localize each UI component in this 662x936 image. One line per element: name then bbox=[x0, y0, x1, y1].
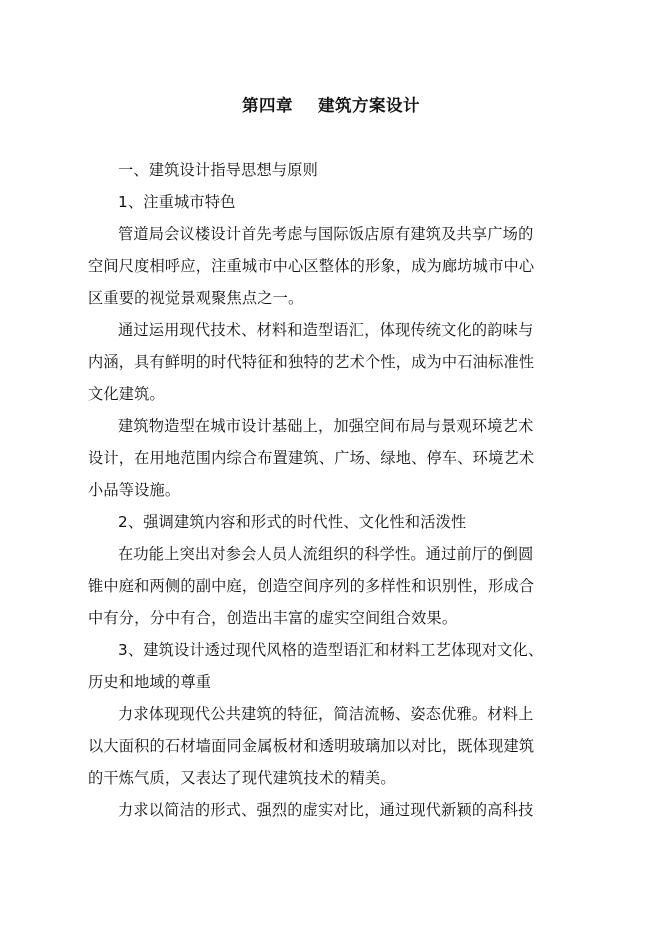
text-line: 管道局会议楼设计首先考虑与国际饭店原有建筑及共享广场的 bbox=[118, 225, 534, 243]
text-line: 小品等设施。 bbox=[88, 481, 181, 499]
text-line: 设计，在用地范围内综合布置建筑、广场、绿地、停车、环境艺术 bbox=[88, 449, 535, 467]
text-line: 通过运用现代技术、材料和造型语汇，体现传统文化的韵味与 bbox=[118, 321, 534, 339]
text-line: 力求体现现代公共建筑的特征，简洁流畅、姿态优雅。材料上 bbox=[118, 705, 534, 723]
text-line: 内涵，具有鲜明的时代特征和独特的艺术个性，成为中石油标准性 bbox=[88, 353, 535, 371]
text-line: 以大面积的石材墙面同金属板材和透明玻璃加以对比，既体现建筑 bbox=[88, 737, 535, 755]
text-line: 的干炼气质，又表达了现代建筑技术的精美。 bbox=[88, 769, 396, 787]
chapter-title: 第四章 建筑方案设计 bbox=[242, 96, 420, 115]
text-line: 3、建筑设计透过现代风格的造型语汇和材料工艺体现对文化、 bbox=[118, 641, 544, 659]
text-line: 一、建筑设计指导思想与原则 bbox=[118, 161, 319, 179]
text-line: 空间尺度相呼应，注重城市中心区整体的形象，成为廊坊城市中心 bbox=[88, 257, 535, 275]
text-line: 区重要的视觉景观聚焦点之一。 bbox=[88, 289, 304, 307]
text-line: 中有分，分中有合，创造出丰富的虚实空间组合效果。 bbox=[88, 609, 458, 627]
text-line: 建筑物造型在城市设计基础上，加强空间布局与景观环境艺术 bbox=[118, 417, 534, 435]
document-body bbox=[88, 154, 572, 826]
text-line: 文化建筑。 bbox=[88, 385, 165, 403]
text-line: 在功能上突出对参会人员人流组织的科学性。通过前厅的倒圆 bbox=[118, 545, 534, 563]
text-line: 力求以简洁的形式、强烈的虚实对比，通过现代新颖的高科技 bbox=[118, 801, 534, 819]
text-line: 历史和地域的尊重 bbox=[88, 673, 212, 691]
text-line: 1、注重城市特色 bbox=[118, 193, 236, 211]
text-line: 锥中庭和两侧的副中庭，创造空间序列的多样性和识别性，形成合 bbox=[88, 577, 535, 595]
text-line: 2、强调建筑内容和形式的时代性、文化性和活泼性 bbox=[118, 513, 467, 531]
